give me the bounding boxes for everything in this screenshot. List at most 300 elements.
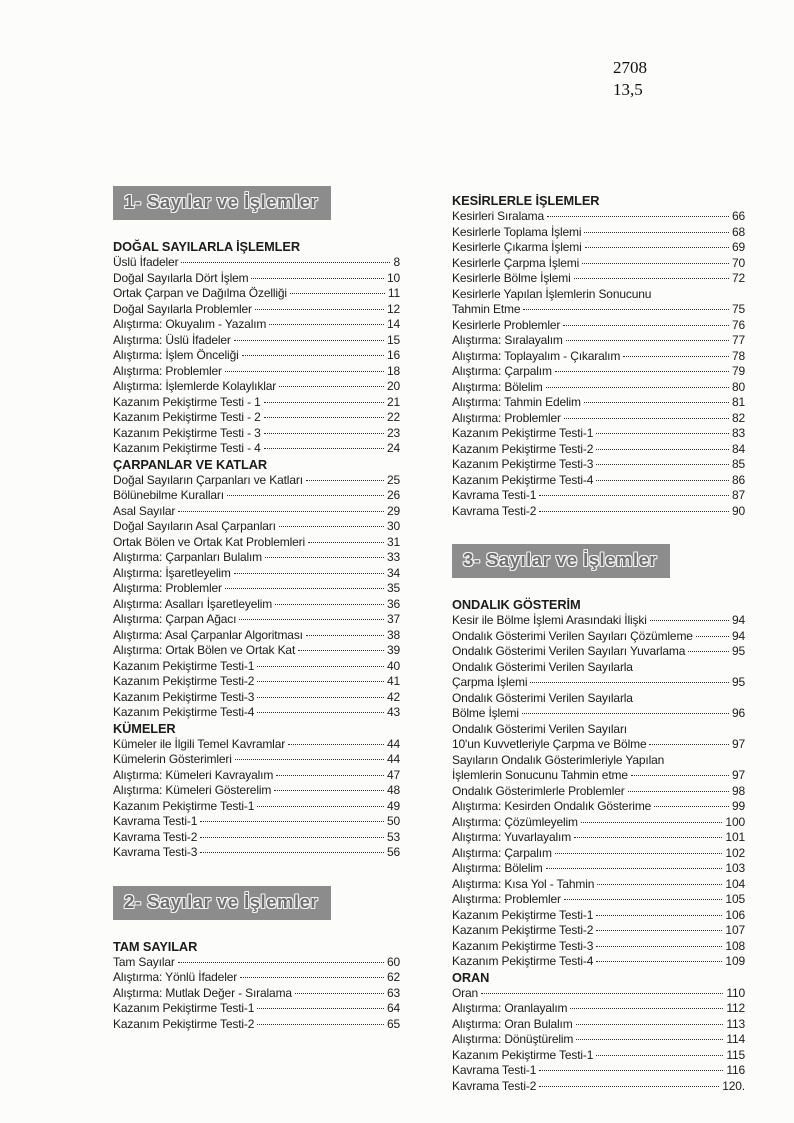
toc-entry <box>113 379 400 395</box>
toc-entry-page: 104 <box>725 876 745 891</box>
toc-entry-label: İşlemlerin Sonucunu Tahmin etme <box>452 768 628 782</box>
dot-leader <box>225 371 384 372</box>
toc-entry <box>452 271 745 287</box>
toc-entry-label: Kazanım Pekiştirme Testi-1 <box>113 658 255 673</box>
dot-leader <box>564 418 729 419</box>
toc-entry-page: 112 <box>726 1001 745 1015</box>
dot-leader <box>539 511 729 512</box>
section-banner <box>113 886 331 920</box>
toc-entry-page: 24 <box>386 441 400 455</box>
toc-entry <box>113 830 400 846</box>
toc-entry-page: 37 <box>386 612 400 626</box>
toc-entry-page: 56 <box>386 845 400 859</box>
dot-leader <box>295 993 384 994</box>
dot-leader <box>178 962 384 963</box>
dot-leader <box>584 232 729 233</box>
dot-leader <box>269 324 384 325</box>
toc-entry-page: 77 <box>731 333 745 347</box>
toc-entry-label: Alıştırma: Sıralayalım <box>452 333 563 347</box>
toc-entry <box>452 364 745 380</box>
toc-entry-label: Alıştırma: Yönlü İfadeler <box>113 970 238 984</box>
toc-entry-page: 101 <box>725 830 745 844</box>
toc-entry-page: 66 <box>731 209 745 223</box>
toc-entry-label: Doğal Sayılarla Problemler <box>113 301 252 316</box>
toc-entry-page: 16 <box>386 348 400 362</box>
dot-leader <box>279 526 384 527</box>
toc-entry <box>452 629 745 645</box>
toc-entry <box>452 737 745 753</box>
toc-entry-page: 35 <box>386 581 400 595</box>
toc-entry-label: Alıştırma: Asalları İşaretleyelim <box>113 596 273 611</box>
toc-entry-label: Alıştırma: İşaretleyelim <box>113 565 231 580</box>
dot-leader <box>596 449 729 450</box>
toc-entry-page: 64 <box>386 1001 400 1015</box>
dot-leader <box>530 682 729 683</box>
toc-entry-label: Kesir ile Bölme İşlemi Arasındaki İlişki <box>452 613 647 627</box>
dot-leader <box>306 635 384 636</box>
toc-entry-page: 94 <box>731 613 745 627</box>
toc-entry-page: 95 <box>731 644 745 658</box>
toc-entry <box>113 535 400 551</box>
dot-leader <box>200 852 384 853</box>
dot-leader <box>566 340 729 341</box>
toc-entry <box>452 256 745 272</box>
toc-entry-label: Alıştırma: Toplayalım - Çıkaralım <box>452 348 621 363</box>
dot-leader <box>574 837 722 838</box>
dot-leader <box>546 387 729 388</box>
toc-entry-page: 95 <box>731 675 745 689</box>
toc-entry-label: Tahmin Etme <box>452 302 521 316</box>
toc-entry <box>452 457 745 473</box>
dot-leader <box>481 993 723 994</box>
toc-entry-page: 120. <box>722 1078 745 1093</box>
toc-entry-label: Çarpma İşlemi <box>452 675 528 689</box>
section-banner-label: 3- Sayılar ve İşlemler <box>463 549 658 570</box>
toc-entry <box>113 410 400 426</box>
toc-entry-page: 79 <box>731 364 745 378</box>
toc-entry-label: Kavrama Testi-3 <box>113 845 198 859</box>
dot-leader <box>576 1039 723 1040</box>
toc-entry <box>113 737 400 753</box>
dot-leader <box>274 790 384 791</box>
dot-leader <box>257 1024 384 1025</box>
toc-entry-page: 12 <box>386 301 400 316</box>
toc-entry-label: Kesirlerle Toplama İşlemi <box>452 224 582 239</box>
toc-entry-page: 30 <box>386 519 400 533</box>
toc-entry-page: 14 <box>386 317 400 331</box>
toc-entry <box>113 550 400 566</box>
toc-entry-label: Kazanım Pekiştirme Testi-2 <box>113 1016 255 1031</box>
section-title: ORAN <box>452 969 490 985</box>
toc-entry <box>452 830 745 846</box>
toc-entry-label: Kesirlerle Çarpma İşlemi <box>452 255 580 270</box>
toc-entry-label: Kesirlerle Problemler <box>452 317 561 332</box>
toc-entry-label: Kavrama Testi-2 <box>452 503 537 518</box>
toc-entry <box>113 271 400 287</box>
toc-entry-label: Ondalık Gösterimlerle Problemler <box>452 783 625 798</box>
toc-entry <box>452 225 745 241</box>
dot-leader <box>546 868 723 869</box>
toc-entry-label: Doğal Sayıların Çarpanları ve Katları <box>113 472 303 487</box>
dot-leader <box>264 417 384 418</box>
toc-entry <box>452 722 745 738</box>
toc-entry <box>113 597 400 613</box>
toc-entry-label: Alıştırma: Kısa Yol - Tahmin <box>452 876 595 891</box>
toc-entry <box>113 364 400 380</box>
toc-entry-page: 94 <box>731 628 745 643</box>
toc-entry-label: Ortak Bölen ve Ortak Kat Problemleri <box>113 534 306 549</box>
toc-entry <box>113 566 400 582</box>
toc-entry-label: Kazanım Pekiştirme Testi-2 <box>452 923 594 937</box>
toc-entry-page: 82 <box>731 410 745 425</box>
dot-leader <box>178 511 384 512</box>
dot-leader <box>596 1055 723 1056</box>
toc-entry <box>113 519 400 535</box>
toc-entry-page: 44 <box>386 752 400 766</box>
dot-leader <box>290 293 385 294</box>
toc-entry-page: 98 <box>731 783 745 798</box>
toc-entry-page: 41 <box>386 674 400 688</box>
toc-entry <box>113 814 400 830</box>
toc-entry-label: Ondalık Gösterimi Verilen Sayılarla <box>452 659 633 674</box>
toc-entry-label: Oran <box>452 985 479 1000</box>
toc-entry-label: Kazanım Pekiştirme Testi-1 <box>452 1047 594 1062</box>
toc-entry-page: 86 <box>731 472 745 487</box>
toc-entry-label: Alıştırma: Ortak Bölen ve Ortak Kat <box>113 643 296 657</box>
toc-entry-page: 76 <box>731 317 745 332</box>
toc-entry-page: 110 <box>726 985 745 1000</box>
handwritten-stamp <box>613 57 647 101</box>
dot-leader <box>596 946 722 947</box>
toc-entry-page: 49 <box>386 798 400 813</box>
toc-entry <box>452 675 745 691</box>
dot-leader <box>257 712 384 713</box>
toc-entry-label: Alıştırma: Problemler <box>113 363 222 378</box>
toc-entry <box>452 939 745 955</box>
dot-leader <box>264 433 384 434</box>
toc-entry <box>452 1032 745 1048</box>
dot-leader <box>234 573 384 574</box>
toc-entry-label: Kavrama Testi-1 <box>452 488 537 502</box>
toc-entry-label: Kesirlerle Çıkarma İşlemi <box>452 240 582 254</box>
toc-entry <box>113 690 400 706</box>
toc-entry-label: Kavrama Testi-2 <box>452 1078 537 1093</box>
toc-entry <box>452 209 745 225</box>
toc-entry-label: Kavrama Testi-1 <box>113 814 198 828</box>
toc-entry-page: 75 <box>731 302 745 316</box>
toc-entry-label: Alıştırma: Çarpanları Bulalım <box>113 550 263 564</box>
dot-leader <box>631 775 729 776</box>
dot-leader <box>649 744 728 745</box>
toc-entry-page: 87 <box>731 488 745 502</box>
toc-entry <box>113 705 400 721</box>
toc-entry <box>113 752 400 768</box>
toc-entry <box>452 861 745 877</box>
toc-entry-label: Alıştırma: Çarpalım <box>452 845 552 860</box>
toc-entry <box>452 318 745 334</box>
toc-entry-page: 85 <box>731 457 745 471</box>
dot-leader <box>257 1008 384 1009</box>
toc-entry-page: 26 <box>386 488 400 502</box>
toc-entry <box>113 955 400 971</box>
dot-leader <box>257 666 384 667</box>
toc-entry-page: 43 <box>386 705 400 719</box>
dot-leader <box>257 697 384 698</box>
toc-entry-label: Ondalık Gösterimi Verilen Sayıları Yuvarlama <box>452 644 686 658</box>
toc-entry <box>452 799 745 815</box>
toc-entry <box>452 613 745 629</box>
toc-entry <box>113 783 400 799</box>
dot-leader <box>539 1086 719 1087</box>
toc-entry-page: 18 <box>386 363 400 378</box>
toc-entry-page: 68 <box>731 224 745 239</box>
toc-entry <box>113 317 400 333</box>
toc-entry-label: Alıştırma: Problemler <box>452 892 561 906</box>
toc-entry <box>113 426 400 442</box>
toc-entry <box>113 333 400 349</box>
toc-entry-label: Kümeler ile İlgili Temel Kavramlar <box>113 736 286 751</box>
toc-entry-page: 48 <box>386 783 400 797</box>
dot-leader <box>264 402 384 403</box>
dot-leader <box>555 371 729 372</box>
toc-entry-page: 50 <box>386 814 400 828</box>
dot-leader <box>257 681 384 682</box>
dot-leader <box>275 604 384 605</box>
toc-entry <box>113 643 400 659</box>
toc-entry-page: 34 <box>386 565 400 580</box>
toc-entry-page: 116 <box>726 1063 745 1077</box>
toc-entry <box>113 845 400 861</box>
toc-entry <box>452 1048 745 1064</box>
toc-entry-label: Kazanım Pekiştirme Testi-4 <box>452 954 594 968</box>
toc-entry <box>452 877 745 893</box>
toc-entry-label: Alıştırma: Kümeleri Kavrayalım <box>113 767 274 782</box>
toc-entry <box>113 286 400 302</box>
toc-entry <box>452 1001 745 1017</box>
toc-entry <box>452 240 745 256</box>
dot-leader <box>596 961 722 962</box>
section-title: KÜMELER <box>113 720 176 736</box>
dot-leader <box>623 356 729 357</box>
toc-entry <box>113 799 400 815</box>
toc-entry <box>452 691 745 707</box>
dot-leader <box>582 263 729 264</box>
toc-entry-label: Kesirlerle Bölme İşlemi <box>452 271 571 285</box>
toc-entry-page: 25 <box>386 472 400 487</box>
toc-entry-label: Alıştırma: Çözümleyelim <box>452 814 578 829</box>
toc-entry <box>452 954 745 970</box>
dot-leader <box>255 309 384 310</box>
toc-entry <box>113 1001 400 1017</box>
toc-entry <box>113 395 400 411</box>
dot-leader <box>650 620 729 621</box>
toc-entry-page: 103 <box>725 861 745 875</box>
toc-entry-page: 47 <box>386 767 400 782</box>
toc-entry <box>452 302 745 318</box>
dot-leader <box>563 325 729 326</box>
toc-entry-label: Kazanım Pekiştirme Testi - 3 <box>113 425 261 440</box>
toc-entry-label: Bölme İşlemi <box>452 706 519 720</box>
dot-leader <box>235 759 384 760</box>
dot-leader <box>227 495 384 496</box>
toc-entry-label: Kazanım Pekiştirme Testi - 1 <box>113 394 261 409</box>
toc-entry-label: Alıştırma: Kümeleri Gösterelim <box>113 783 272 797</box>
toc-entry <box>113 659 400 675</box>
toc-entry-label: Kazanım Pekiştirme Testi-3 <box>452 457 594 471</box>
dot-leader <box>585 247 729 248</box>
toc-entry-page: 40 <box>386 658 400 673</box>
toc-entry-label: Kazanım Pekiştirme Testi-1 <box>452 426 594 440</box>
toc-entry-label: Alıştırma: İşlemlerde Kolaylıklar <box>113 379 277 393</box>
toc-entry <box>452 768 745 784</box>
toc-entry-label: Asal Sayılar <box>113 503 176 518</box>
dot-leader <box>276 775 384 776</box>
toc-entry-page: 42 <box>386 689 400 704</box>
dot-leader <box>234 340 384 341</box>
toc-entry <box>452 395 745 411</box>
toc-entry-label: Tam Sayılar <box>113 954 175 969</box>
section-banner-label: 2- Sayılar ve İşlemler <box>124 890 319 912</box>
toc-entry-page: 63 <box>386 985 400 1000</box>
toc-entry-label: Kazanım Pekiştirme Testi-1 <box>452 907 594 922</box>
dot-leader <box>596 915 722 916</box>
toc-entry-page: 39 <box>386 643 400 657</box>
toc-entry-page: 97 <box>731 768 745 782</box>
toc-entry-page: 23 <box>386 425 400 440</box>
dot-leader <box>696 636 729 637</box>
dot-leader <box>570 1008 723 1009</box>
toc-entry-label: Alıştırma: Yuvarlayalım <box>452 830 572 844</box>
toc-entry-page: 70 <box>731 255 745 270</box>
toc-entry-page: 99 <box>731 799 745 813</box>
dot-leader <box>298 650 384 651</box>
dot-leader <box>200 821 384 822</box>
toc-entry-label: Sayıların Ondalık Gösterimleriyle Yapılan <box>452 752 665 767</box>
dot-leader <box>597 884 722 885</box>
toc-entry <box>452 892 745 908</box>
toc-entry <box>452 1079 745 1095</box>
toc-entry-page: 33 <box>386 550 400 564</box>
toc-entry-label: Kazanım Pekiştirme Testi-1 <box>113 1001 255 1015</box>
toc-entry <box>113 302 400 318</box>
toc-entry-label: Bölünebilme Kuralları <box>113 488 224 502</box>
toc-entry <box>452 426 745 442</box>
toc-entry <box>113 986 400 1002</box>
toc-entry-label: Alıştırma: Dönüştürelim <box>452 1032 574 1046</box>
toc-entry <box>452 1017 745 1033</box>
toc-entry-label: Kazanım Pekiştirme Testi-3 <box>452 938 594 953</box>
toc-entry <box>452 846 745 862</box>
dot-leader <box>257 806 384 807</box>
toc-entry-label: Alıştırma: Bölelim <box>452 861 543 875</box>
toc-entry <box>452 753 745 769</box>
toc-entry-page: 115 <box>726 1047 745 1062</box>
toc-entry-label: Alıştırma: Okuyalım - Yazalım <box>113 317 267 331</box>
toc-entry-page: 80 <box>731 379 745 394</box>
toc-column-left <box>113 186 400 1032</box>
toc-column-right <box>452 193 745 1094</box>
dot-leader <box>225 588 384 589</box>
toc-entry <box>452 1063 745 1079</box>
toc-entry-label: Kazanım Pekiştirme Testi-2 <box>113 674 255 688</box>
dot-leader <box>200 837 384 838</box>
toc-entry-label: Alıştırma: Bölelim <box>452 379 543 394</box>
toc-entry-page: 81 <box>731 395 745 409</box>
toc-entry-label: Doğal Sayılarla Dört İşlem <box>113 270 249 285</box>
toc-entry <box>452 333 745 349</box>
dot-leader <box>555 853 723 854</box>
toc-entry-label: Kavrama Testi-1 <box>452 1063 537 1077</box>
toc-entry-page: 100 <box>725 814 745 829</box>
toc-entry-label: Üslü İfadeler <box>113 255 179 269</box>
toc-entry-label: Kazanım Pekiştirme Testi-1 <box>113 798 255 813</box>
toc-entry-label: Kazanım Pekiştirme Testi - 2 <box>113 410 261 424</box>
toc-entry-page: 29 <box>386 503 400 518</box>
dot-leader <box>576 1024 724 1025</box>
toc-entry-page: 113 <box>726 1016 745 1031</box>
dot-leader <box>596 464 729 465</box>
section-title: ÇARPANLAR VE KATLAR <box>113 456 268 472</box>
toc-entry-page: 36 <box>386 596 400 611</box>
toc-entry-page: 107 <box>725 923 745 937</box>
toc-entry <box>113 768 400 784</box>
toc-entry-label: Alıştırma: Problemler <box>113 581 222 595</box>
stamp-code: 2708 <box>613 58 647 77</box>
toc-entry-page: 90 <box>731 503 745 518</box>
toc-entry-page: 69 <box>731 240 745 254</box>
section-banner <box>113 186 331 220</box>
section-banner <box>452 544 670 578</box>
toc-entry-page: 8 <box>393 255 400 269</box>
toc-entry-page: 106 <box>725 907 745 922</box>
dot-leader <box>242 355 384 356</box>
dot-leader <box>264 448 384 449</box>
toc-entry-label: Alıştırma: Üslü İfadeler <box>113 332 231 347</box>
toc-entry <box>113 488 400 504</box>
toc-entry <box>452 473 745 489</box>
toc-entry <box>452 349 745 365</box>
toc-entry-page: 53 <box>386 829 400 844</box>
toc-entry-label: Kazanım Pekiştirme Testi-4 <box>113 705 255 719</box>
toc-entry-label: Kavrama Testi-2 <box>113 829 198 844</box>
section-title: TAM SAYILAR <box>113 938 198 954</box>
toc-entry-page: 102 <box>725 845 745 860</box>
toc-entry-page: 105 <box>725 892 745 906</box>
dot-leader <box>306 480 384 481</box>
dot-leader <box>240 977 384 978</box>
toc-entry-page: 20 <box>386 379 400 393</box>
dot-leader <box>574 278 729 279</box>
dot-leader <box>539 495 729 496</box>
toc-entry-page: 22 <box>386 410 400 424</box>
section-title: ONDALIK GÖSTERİM <box>452 597 581 612</box>
toc-entry <box>113 255 400 271</box>
dot-leader <box>596 433 729 434</box>
toc-entry <box>452 815 745 831</box>
toc-entry-page: 83 <box>731 426 745 440</box>
toc-entry-page: 11 <box>387 286 400 300</box>
toc-entry <box>113 612 400 628</box>
dot-leader <box>288 744 384 745</box>
dot-leader <box>308 542 384 543</box>
toc-entry-page: 15 <box>386 332 400 347</box>
toc-entry <box>113 674 400 690</box>
toc-entry-page: 97 <box>731 737 745 751</box>
toc-entry-page: 109 <box>725 954 745 968</box>
toc-entry <box>452 644 745 660</box>
dot-leader <box>564 899 723 900</box>
toc-entry-label: Alıştırma: Çarpan Ağacı <box>113 612 237 626</box>
